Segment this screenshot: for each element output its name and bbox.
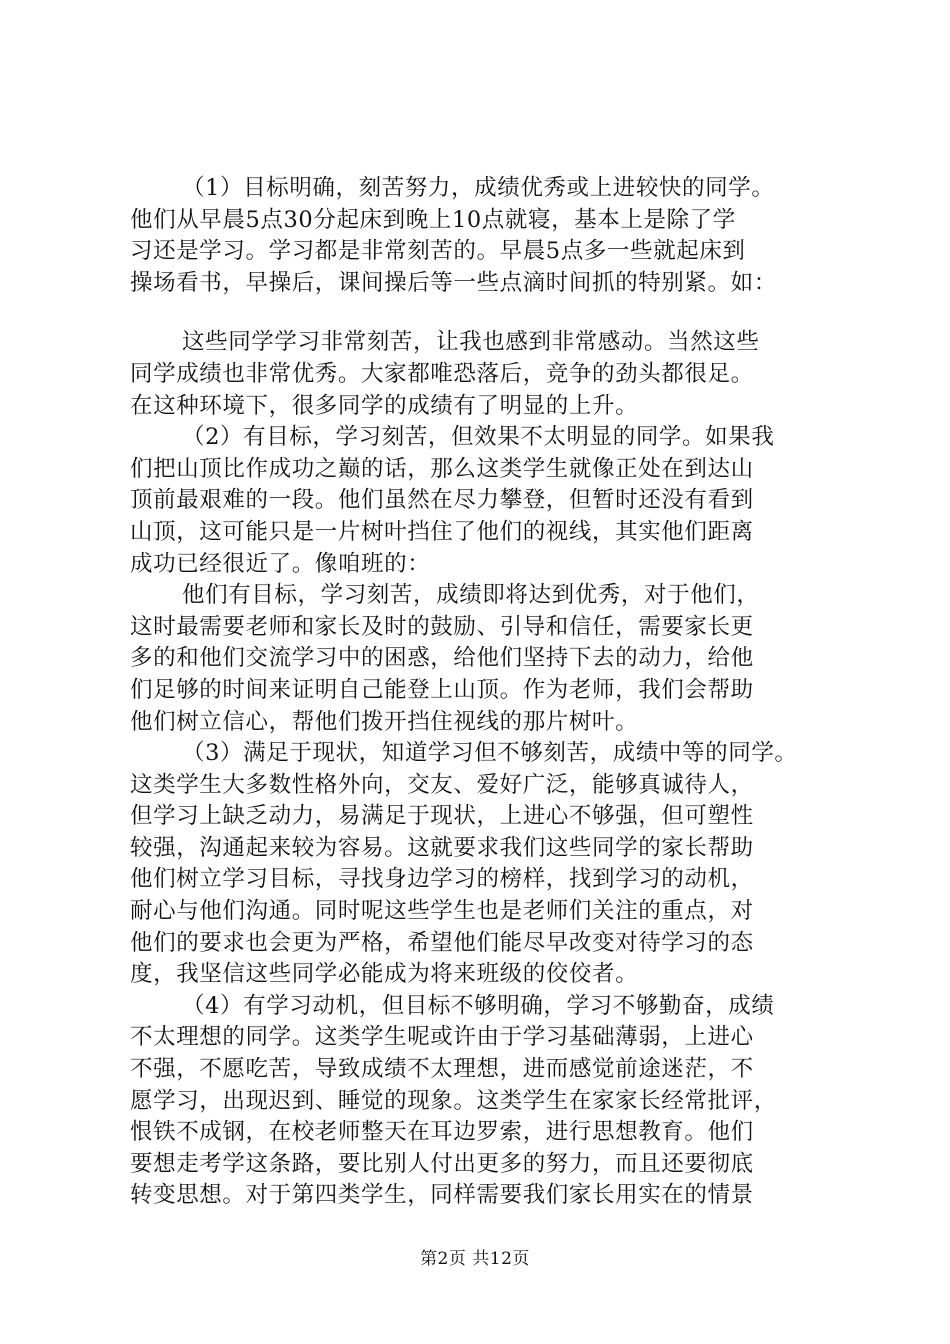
text-line: 不太理想的同学。这类学生呢或许由于学习基础薄弱，上进心 (130, 1024, 754, 1051)
text-line: （3）满足于现状，知道学习但不够刻苦，成绩中等的同学。 (182, 740, 798, 767)
page-number-footer: 第2页 共12页 (420, 1249, 530, 1269)
paragraph-gap (130, 299, 840, 327)
paragraph-6 (130, 991, 840, 1212)
text-line: 多的和他们交流学习中的困惑，给他们坚持下去的动力，给他 (130, 645, 754, 672)
text-line: 这时最需要老师和家长及时的鼓励、引导和信任，需要家长更 (130, 613, 754, 640)
text-line: 这类学生大多数性格外向，交友、爱好广泛，能够真诚待人， (130, 771, 754, 798)
text-line: 山顶，这可能只是一片树叶挡住了他们的视线，其实他们距离 (130, 518, 754, 545)
paragraph-4 (130, 580, 840, 738)
text-line: 度，我坚信这些同学必能成为将来班级的佼佼者。 (130, 961, 639, 988)
paragraph-3 (130, 422, 840, 580)
text-line: 不强，不愿吃苦，导致成绩不太理想，进而感觉前途迷茫，不 (130, 1056, 754, 1083)
text-line: 在这种环境下，很多同学的成绩有了明显的上升。 (130, 392, 639, 419)
text-line: 愿学习，出现迟到、睡觉的现象。这类学生在家家长经常批评， (130, 1087, 777, 1114)
text-line: 恨铁不成钢，在校老师整天在耳边罗索，进行思想教育。他们 (130, 1119, 754, 1146)
text-line: 他们树立学习目标，寻找身边学习的榜样，找到学习的动机， (130, 866, 754, 893)
text-line: 他们从早晨5点30分起床到晚上10点就寝，基本上是除了学 (130, 206, 736, 233)
text-line: （2）有目标，学习刻苦，但效果不太明显的同学。如果我 (182, 424, 775, 451)
text-line: 他们树立信心，帮他们拨开挡住视线的那片树叶。 (130, 708, 639, 735)
text-line: 耐心与他们沟通。同时呢这些学生也是老师们关注的重点，对 (130, 898, 754, 925)
text-line: 转变思想。对于第四类学生，同样需要我们家长用实在的情景 (130, 1182, 754, 1209)
text-line: 同学成绩也非常优秀。大家都唯恐落后，竞争的劲头都很足。 (130, 360, 754, 387)
text-line: 成功已经很近了。像咱班的： (130, 550, 431, 577)
text-line: 要想走考学这条路，要比别人付出更多的努力，而且还要彻底 (130, 1150, 754, 1177)
paragraph-2 (130, 327, 840, 422)
text-line: 他们的要求也会更为严格，希望他们能尽早改变对待学习的态 (130, 929, 754, 956)
text-line: 们足够的时间来证明自己能登上山顶。作为老师，我们会帮助 (130, 676, 754, 703)
text-line: （4）有学习动机，但目标不够明确，学习不够勤奋，成绩 (182, 992, 775, 1019)
document-body (130, 173, 840, 1212)
paragraph-1 (130, 173, 840, 299)
text-line: （1）目标明确，刻苦努力，成绩优秀或上进较快的同学。 (182, 175, 775, 201)
text-line: 习还是学习。学习都是非常刻苦的。早晨5点多一些就起床到 (130, 238, 746, 265)
text-line: 他们有目标，学习刻苦，成绩即将达到优秀，对于他们， (182, 582, 760, 609)
text-line: 这些同学学习非常刻苦，让我也感到非常感动。当然这些 (182, 329, 760, 356)
text-line: 们把山顶比作成功之巅的话，那么这类学生就像正处在到达山 (130, 455, 754, 482)
paragraph-5 (130, 738, 840, 991)
text-line: 较强，沟通起来较为容易。这就要求我们这些同学的家长帮助 (130, 834, 754, 861)
text-line: 顶前最艰难的一段。他们虽然在尽力攀登，但暂时还没有看到 (130, 487, 754, 514)
text-line: 但学习上缺乏动力，易满足于现状，上进心不够强，但可塑性 (130, 803, 754, 830)
text-line: 操场看书，早操后，课间操后等一些点滴时间抓的特别紧。如： (130, 269, 777, 296)
